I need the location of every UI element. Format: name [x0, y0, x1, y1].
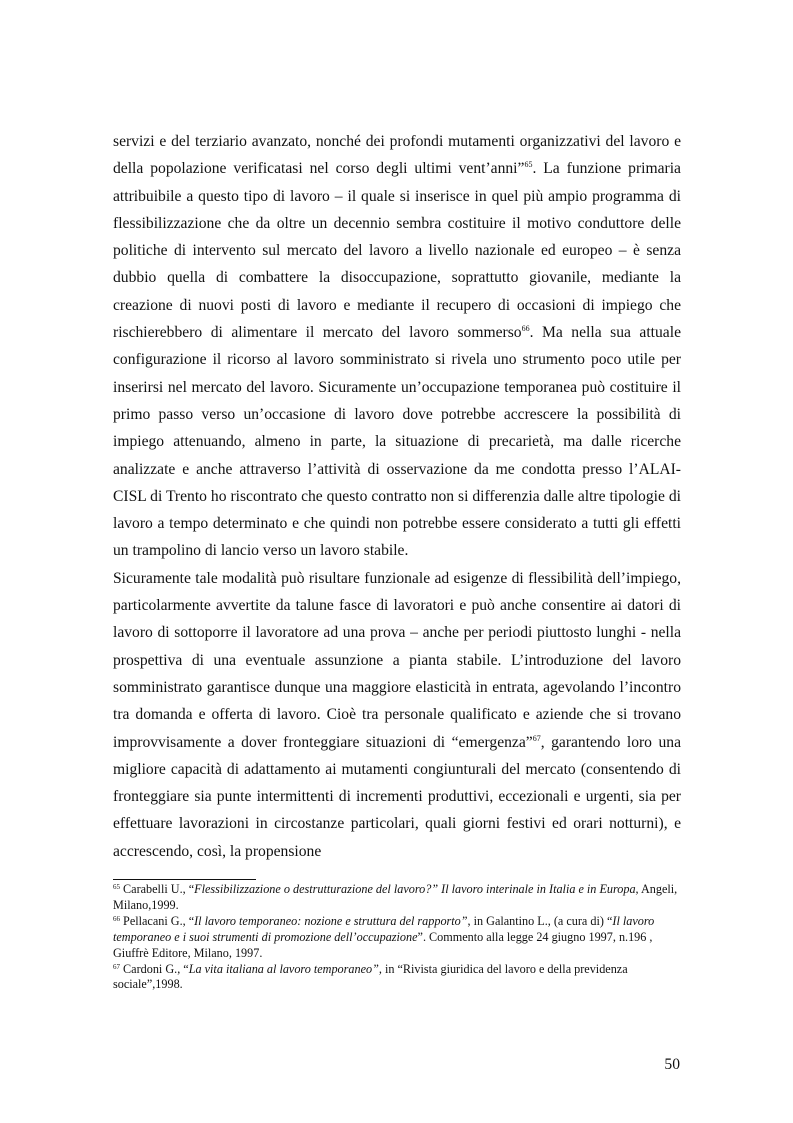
footnotes [113, 882, 685, 993]
footnote-text: in “Rivista giuridica del lavoro e della previdenza sociale”,1998. [113, 961, 628, 992]
paragraph-1 [113, 128, 681, 565]
footnote-title: Flessibilizzazione o destrutturazione del lavoro?” Il lavoro interinale in Italia e in Europa, [194, 882, 639, 896]
footnote-text: Pellacani G., “ [120, 913, 195, 928]
paragraph-2-text-a: Sicuramente tale modalità può risultare funzionale ad esigenze di flessibilità dell’impiego, particolarmente avvertite da talune fasce di lavoratori e può anche consentire ai datori di lavoro di sottoporre il lavoratore ad una prova – anche per periodi piuttosto lunghi - nella prospettiva di una eventuale assunzione a pianta stabile. L’introduzione del lavoro somministrato garantisce dunque una maggiore elasticità in entrata, agevolando l’incontro tra domanda e offerta di lavoro. Cioè tra personale qualificato e aziende che si trovano improvvisamente a dover fronteggiare situazioni di “emergenza” [113, 569, 681, 751]
footnote-67 [113, 962, 685, 994]
footnote-text: Carabelli U., “ [120, 882, 195, 896]
footnote-separator [113, 879, 256, 880]
footnote-text: ”. Commento alla legge 24 giugno 1997, n.196 , Giuffrè Editore, Milano, 1997. [113, 929, 653, 960]
footnote-ref-66[interactable]: 66 [521, 324, 530, 334]
footnote-number: 67 [113, 962, 120, 971]
footnote-number: 65 [113, 883, 120, 891]
paragraph-1-text-a: servizi e del terziario avanzato, nonché dei profondi mutamenti organizzativi del lavoro e della popolazione verificatasi nel corso degli ultimi vent’anni” [113, 133, 681, 178]
footnote-title: Il lavoro temporaneo e i suoi strumenti di promozione dell’occupazione [113, 913, 655, 944]
footnote-number: 66 [113, 914, 120, 923]
footnote-text: Cardoni G., “ [120, 961, 189, 976]
body-text [113, 128, 681, 865]
paragraph-2 [113, 565, 681, 865]
footnote-ref-65[interactable]: 65 [524, 160, 533, 170]
footnote-65 [113, 882, 685, 914]
footnote-text: Angeli, Milano,1999. [113, 882, 678, 912]
footnote-title: Il lavoro temporaneo: nozione e struttura del rapporto” [194, 913, 468, 928]
paragraph-1-text-c: . Ma nella sua attuale configurazione il ricorso al lavoro somministrato si rivela uno strumento poco utile per inserirsi nel mercato del lavoro. Sicuramente un’occupazione temporanea può costituire il primo passo verso un’occasione di lavoro dove potrebbe accrescere la possibilità di impiego attenuando, almeno in parte, la situazione di precarietà, ma dalle ricerche analizzate e anche attraverso l’attività di osservazione da me condotta presso l’ALAI-CISL di Trento ho riscontrato che questo contratto non si differenzia dalle altre tipologie di lavoro a tempo determinato e che quindi non potrebbe essere considerato a tutti gli effetti un trampolino di lancio verso un lavoro stabile. [113, 324, 681, 560]
paragraph-1-text-b: . La funzione primaria attribuibile a questo tipo di lavoro – il quale si inserisce in quel più ampio programma di flessibilizzazione che da oltre un decennio sembra costituire il motivo conduttore delle politiche di intervento sul mercato del lavoro a livello nazionale ed europeo – è senza dubbio quella di combattere la disoccupazione, soprattutto giovanile, mediante la creazione di nuovi posti di lavoro e mediante il recupero di occasioni di impiego che rischierebbero di alimentare il mercato del lavoro sommerso [113, 160, 681, 342]
footnote-ref-67[interactable]: 67 [532, 733, 541, 743]
page-number: 50 [664, 1056, 680, 1073]
footnote-title: La vita italiana al lavoro temporaneo”, [188, 961, 382, 976]
paragraph-2-text-b: , garantendo loro una migliore capacità di adattamento ai mutamenti congiunturali del mercato (consentendo di fronteggiare sia punte intermittenti di incrementi produttivi, eccezionali e urgenti, sia per effettuare lavorazioni in circostanze particolari, quali giorni festivi ed orari notturni), e accrescendo, così, la propensione [113, 733, 681, 860]
footnote-66 [113, 914, 685, 962]
footnote-text: , in Galantino L., (a cura di) “ [467, 913, 613, 928]
